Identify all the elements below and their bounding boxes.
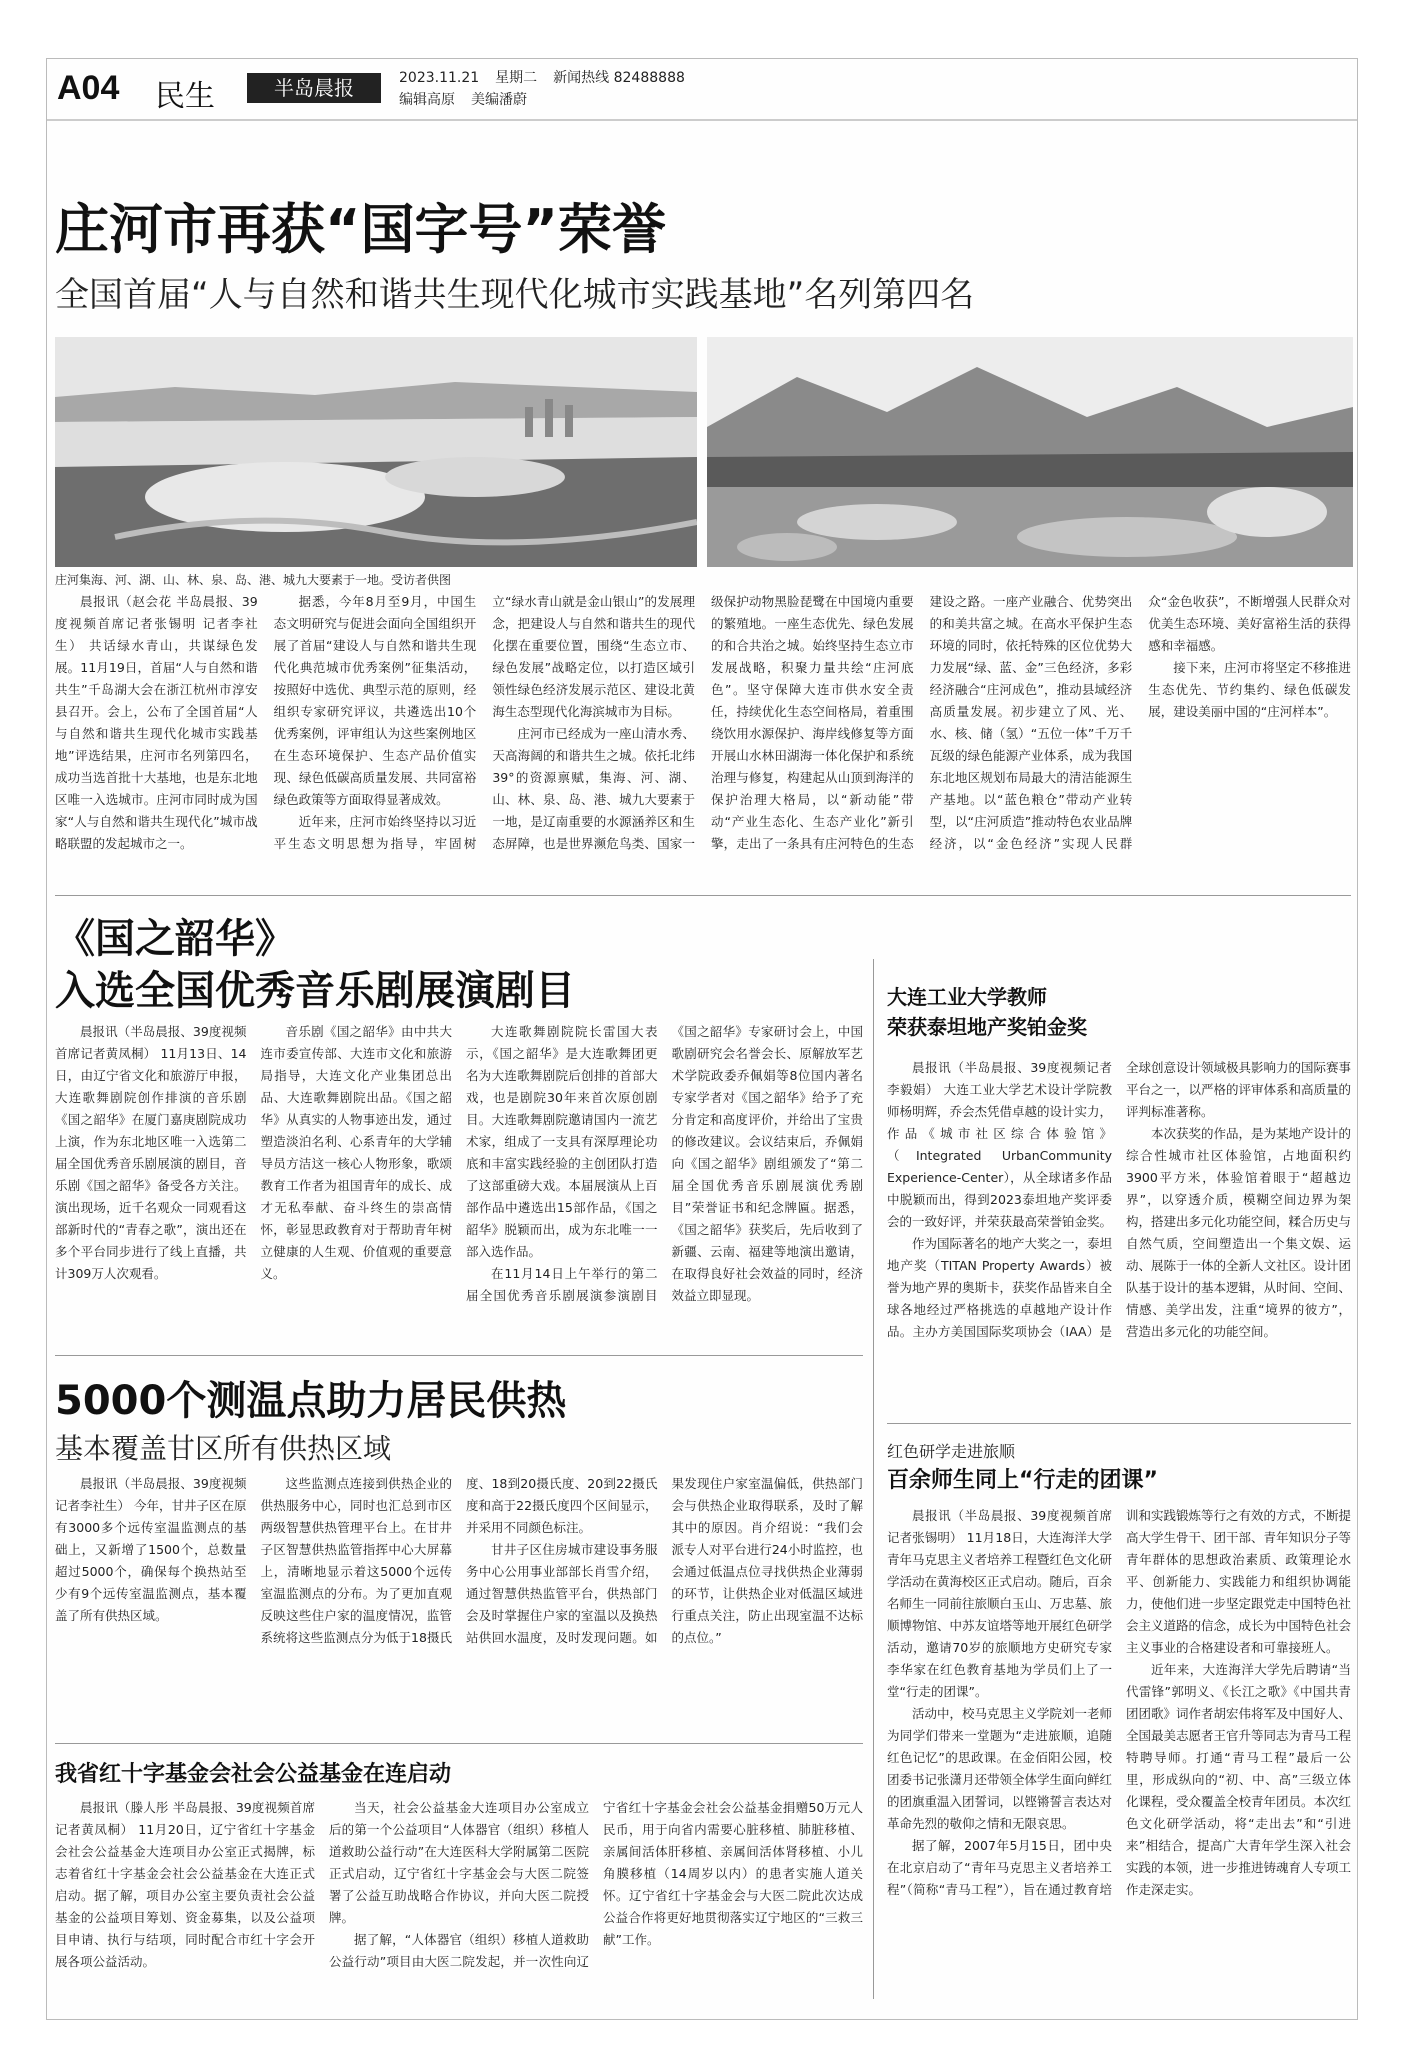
- article3-title-line1: 大连工业大学教师: [887, 985, 1047, 1009]
- section-divider: [887, 1423, 1351, 1424]
- article1-subtitle: 全国首届“人与自然和谐共生现代化城市实践基地”名列第四名: [55, 275, 975, 315]
- article1-paragraph: 近年来，庄河市始终坚持以习近平生态文明思想为指导，牢固树立“绿水青山就是金山银山”的发展理念，把建设人与自然和谐共生的现代化摆在重要位置，围绕“生态立市、绿色发展”战略定位，以打造区域引领性绿色经济发展示范区、建设北黄海生态型现代化海滨城市为目标。: [273, 594, 695, 851]
- issue-weekday: 星期二: [495, 70, 538, 86]
- article2-title-line1: 《国之韶华》: [55, 916, 295, 962]
- article5-paragraph: 据了解，“人体器官（组织）移植人道救助公益行动”项目由大医二院发起，并一次性向辽宁省红十字基金会社会公益基金捐赠50万元人民币，用于向省内需要心脏移植、肺脏移植、亲属间活体肝移植、亲属间活体肾移植、小儿角膜移植（14周岁以内）的患者实施人道关怀。辽宁省红十字基金会与大医二院此次达成公益合作将更好地贯彻落实辽宁地区的“三救三献”工作。: [329, 1800, 863, 1969]
- article1-paragraph: 庄河市已经成为一座山清水秀、天高海阔的和谐共生之城。依托北纬39°的资源禀赋，集海、河、湖、山、林、泉、岛、港、城九大要素于一地，是辽南重要的水源涵养区和生态屏障，也是世界濒危鸟类、国家一级保护动物黑脸琵鹭在中国境内重要的繁殖地。一座生态优先、绿色发展的和合共治之城。始终坚持生态立市发展战略，积聚力量共绘“庄河底色”。坚守保障大连市供水安全责任，持续优化生态空间格局，着重围绕饮用水源保护、海岸线修复等方面开展山水林田湖海一体化保护和系统治理与修复，构建起从山顶到海洋的保护治理大格局，以“新动能”带动“产业生态化、生态产业化”新引擎，走出了一条具有庄河特色的生态建设之路。一座产业融合、优势突出的和美共富之城。在高水平保护生态环境的同时，依托特殊的区位优势大力发展“绿、蓝、金”三色经济，多彩经济融合“庄河成色”，推动县域经济高质量发展。初步建立了风、光、水、核、储（氢）“五位一体”千万千瓦级的绿色能源产业体系，成为我国东北地区规划布局最大的清洁能源生产基地。以“蓝色粮仓”带动产业转型，以“庄河质造”推动特色农业品牌经济，以“金色经济”实现人民群众“金色收获”，不断增强人民群众对优美生态环境、美好富裕生活的获得感和幸福感。: [492, 594, 1351, 851]
- section-divider: [55, 895, 1351, 896]
- article2-paragraph: 音乐剧《国之韶华》由中共大连市委宣传部、大连市文化和旅游局指导，大连文化产业集团总出品、大连歌舞剧院出品。《国之韶华》从真实的人物事迹出发，通过塑造淡泊名利、心系青年的大学辅导员方洁这一核心人物形象，歌颂教育工作者为祖国青年的成长、成才无私奉献、奋斗终生的崇高情怀，彰显思政教育对于帮助青年树立健康的人生观、价值观的重要意义。: [260, 1024, 452, 1281]
- news-hotline: 新闻热线 82488888: [553, 70, 685, 86]
- header-meta-line2: [399, 89, 543, 109]
- article2-body: [55, 1021, 863, 1341]
- article6-paragraph: 活动中，校马克思主义学院刘一老师为同学们带来一堂题为“走进旅顺，追随红色记忆”的思政课。在金佰阳公园，校团委书记张潇月还带领全体学生面向鲜红的团旗重温入团誓词，以铿锵誓言表达对革命先烈的敬仰之情和无限哀思。: [887, 1706, 1113, 1831]
- article4-paragraph: 晨报讯（半岛晨报、39度视频记者李社生） 今年，甘井子区在原有3000多个远传室温监测点的基础上，又新增了1500个，总数量超过5000个，确保每个换热站至少有9个远传室温监测点，基本覆盖了所有供热区域。: [55, 1476, 247, 1623]
- wetland-aerial-photo: [55, 337, 697, 567]
- article1-body: [55, 591, 1351, 891]
- article5-title: 我省红十字基金会社会公益基金在连启动: [55, 1762, 452, 1787]
- article6-paragraph: 近年来，大连海洋大学先后聘请“当代雷锋”郭明义、《长江之歌》《中国共青团团歌》词作者胡宏伟将军及中国好人、全国最美志愿者王官升等同志为青马工程特聘导师。打通“青马工程”最后一公里，形成纵向的“初、中、高”三级立体化课程，受众覆盖全校青年团员。本次红色文化研学活动，将“走出去”和“引进来”相结合，提高广大青年学生深入社会实践的本领，进一步推进铸魂育人专项工作走深走实。: [1126, 1662, 1351, 1897]
- article6-body: [887, 1505, 1351, 1999]
- article4-subtitle: 基本覆盖甘区所有供热区域: [55, 1432, 392, 1465]
- section-divider: [55, 1355, 863, 1356]
- article5-body: [55, 1797, 863, 2001]
- article4-paragraph: 甘井子区住房城市建设事务服务中心公用事业部部长肖雪介绍，通过智慧供热监管平台，供热部门会及时掌握住户家的室温以及换热站供回水温度，及时发现问题。如果发现住户家室温偏低，供热部门会与供热企业取得联系，及时了解其中的原因。肖介绍说：“我们会派专人对平台进行24小时监控，也会通过低温点位寻找供热企业薄弱的环节，让供热企业对低温区域进行重点关注，防止出现室温不达标的点位。”: [466, 1476, 863, 1645]
- article1-paragraph: 据悉，今年8月至9月，中国生态文明研究与促进会面向全国组织开展了首届“建设人与自然和谐共生现代化典范城市优秀案例”征集活动，按照好中选优、典型示范的原则，经组织专家研究评议，共遴选出10个优秀案例，评审组认为这些案例地区在生态环境保护、生态产品价值实现、绿色低碳高质量发展、共同富裕绿色政策等方面取得显著成效。: [273, 594, 477, 807]
- article2-paragraph: 大连歌舞剧院院长雷国大表示，《国之韶华》是大连歌舞团更名为大连歌舞剧院后创排的首部大戏，也是剧院30年来首次原创剧目。大连歌舞剧院邀请国内一流艺术家，组成了一支具有深厚理论功底和丰富实践经验的主创团队打造了这部重磅大戏。本届展演从上百部作品中遴选出15部作品，《国之韶华》脱颖而出，成为东北唯一一部入选作品。: [466, 1024, 658, 1259]
- header-divider: [47, 119, 1357, 121]
- article3-body: [887, 1057, 1351, 1397]
- article3-title-line2: 荣获泰坦地产奖铂金奖: [887, 1015, 1087, 1039]
- article1-photo-caption: 庄河集海、河、湖、山、林、泉、岛、港、城九大要素于一地。受访者供图: [55, 573, 452, 587]
- article1-paragraph: 晨报讯（赵会花 半岛晨报、39度视频首席记者张锡明 记者李社生） 共话绿水青山，共谋绿色发展。11月19日，首届“人与自然和谐共生”千岛湖大会在浙江杭州市淳安县召开。会上，公布了全国首届“人与自然和谐共生现代化城市实践基地”评选结果，庄河市名列第四名，成功当选首批十大基地，也是东北地区唯一入选城市。庄河市同时成为国家“人与自然和谐共生现代化”城市战略联盟的发起城市之一。: [55, 594, 258, 851]
- designer-credit: 美编潘蔚: [471, 92, 527, 108]
- article1-title: 庄河市再获“国字号”荣誉: [55, 198, 666, 261]
- article6-paragraph: 晨报讯（半岛晨报、39度视频首席记者张锡明） 11月18日，大连海洋大学青年马克思主义者培养工程暨红色文化研学活动在黄海校区正式启动。随后，百余名师生一同前往旅顺白玉山、万忠墓、旅顺博物馆、中苏友谊塔等地开展红色研学活动，邀请70岁的旅顺地方史研究专家李华家在红色教育基地为学员们上了一堂“行走的团课”。: [887, 1508, 1113, 1699]
- page-number: A04: [57, 69, 120, 107]
- article4-title: 5000个测温点助力居民供热: [55, 1378, 567, 1424]
- issue-date: 2023.11.21: [399, 70, 480, 86]
- article6-kicker: 红色研学走进旅顺: [887, 1442, 1016, 1461]
- article1-paragraph: 接下来，庄河市将坚定不移推进生态优先、节约集约、绿色低碳发展，建设美丽中国的“庄河样本”。: [1148, 660, 1351, 719]
- article6-paragraph: 据了解，2007年5月15日，团中央在北京启动了“青年马克思主义者培养工程”（简称“青马工程”），旨在通过教育培训和实践锻炼等行之有效的方式，不断提高大学生骨干、团干部、青年知识分子等青年群体的思想政治素质、政策理论水平、创新能力、实践能力和组织协调能力，使他们进一步坚定跟党走中国特色社会主义道路的信念，成长为中国特色社会主义事业的合格建设者和可靠接班人。: [887, 1508, 1351, 1897]
- section-divider: [55, 1743, 863, 1744]
- article2-paragraph: 晨报讯（半岛晨报、39度视频首席记者黄凤桐） 11月13日、14日，由辽宁省文化和旅游厅申报，大连歌舞剧院创作排演的音乐剧《国之韶华》在厦门嘉庚剧院成功上演，作为东北地区唯一入选第二届全国优秀音乐剧展演的剧目，音乐剧《国之韶华》备受各方关注。演出现场，近千名观众一同观看这部新时代的“青春之歌”，演出还在多个平台同步进行了线上直播，共计309万人次观看。: [55, 1024, 247, 1281]
- article3-paragraph: 本次获奖的作品，是为某地产设计的综合性城市社区体验馆，占地面积约3900平方米，体验馆着眼于“超越边界”，以穿透介质，模糊空间边界为架构，搭建出多元化功能空间，糅合历史与自然气质，空间塑造出一个集文娱、运动、展陈于一体的全新人文社区。设计团队基于设计的基本逻辑，从时间、空间、情感、美学出发，注重“境界的彼方”，营造出多元化的功能空间。: [1126, 1126, 1351, 1339]
- article4-body: [55, 1473, 863, 1739]
- section-name: 民生: [155, 79, 215, 114]
- newspaper-logo: 半岛晨报: [247, 73, 381, 103]
- article3-paragraph: 晨报讯（半岛晨报、39度视频记者李毅娟） 大连工业大学艺术设计学院教师杨明辉，乔会杰凭借卓越的设计实力，作品《城市社区综合体验馆》（Integrated UrbanCommunity Experience-Center），从全球诸多作品中脱颖而出，得到2023泰坦地产奖评委会的一致好评，并荣获最高荣誉铂金奖。: [887, 1060, 1113, 1229]
- article2-title-line2: 入选全国优秀音乐剧展演剧目: [55, 968, 575, 1014]
- header-meta-line1: [399, 67, 701, 87]
- article6-title: 百余师生同上“行走的团课”: [887, 1468, 1158, 1493]
- article3-paragraph: 作为国际著名的地产大奖之一，泰坦地产奖（TITAN Property Awards）被誉为地产界的奥斯卡，获奖作品皆来自全球各地经过严格挑选的卓越地产设计作品。主办方美国国际奖项协会（IAA）是全球创意设计领域极具影响力的国际赛事平台之一，以严格的评审体系和高质量的评判标准著称。: [887, 1060, 1351, 1339]
- river-mountain-photo: [707, 337, 1353, 567]
- article5-paragraph: 晨报讯（滕人彤 半岛晨报、39度视频首席记者黄凤桐） 11月20日，辽宁省红十字基金会社会公益基金大连项目办公室正式揭牌，标志着省红十字基金会社会公益基金在大连正式启动。据了解，项目办公室主要负责社会公益基金的公益项目筹划、资金募集，以及公益项目申请、执行与结项，同时配合市红十字会开展各项公益活动。: [55, 1800, 315, 1969]
- column-divider: [873, 959, 874, 1999]
- article5-paragraph: 当天，社会公益基金大连项目办公室成立后的第一个公益项目“人体器官（组织）移植人道救助公益行动”在大连医科大学附属第二医院正式启动，辽宁省红十字基金会与大医二院签署了公益互助战略合作协议，并向大医二院授牌。: [329, 1800, 589, 1925]
- editor-credit: 编辑高原: [399, 92, 455, 108]
- article2-paragraph: 在11月14日上午举行的第二届全国优秀音乐剧展演参演剧目《国之韶华》专家研讨会上，中国歌剧研究会名誉会长、原解放军艺术学院政委乔佩娟等8位国内著名专家学者对《国之韶华》给予了充分肯定和高度评价，并给出了宝贵的修改建议。会议结束后，乔佩娟向《国之韶华》剧组颁发了“第二届全国优秀音乐剧展演优秀剧目”荣誉证书和纪念牌匾。据悉，《国之韶华》获奖后，先后收到了新疆、云南、福建等地演出邀请，在取得良好社会效益的同时，经济效益立即显现。: [466, 1024, 863, 1303]
- newspaper-page: [46, 58, 1358, 2020]
- article4-paragraph: 这些监测点连接到供热企业的供热服务中心，同时也汇总到市区两级智慧供热管理平台上。在甘井子区智慧供热监管指挥中心大屏幕上，清晰地显示着这5000个远传室温监测点的分布。为了更加直观反映这些住户家的温度情况，监管系统将这些监测点分为低于18摄氏度、18到20摄氏度、20到22摄氏度和高于22摄氏度四个区间显示，并采用不同颜色标注。: [260, 1476, 658, 1645]
